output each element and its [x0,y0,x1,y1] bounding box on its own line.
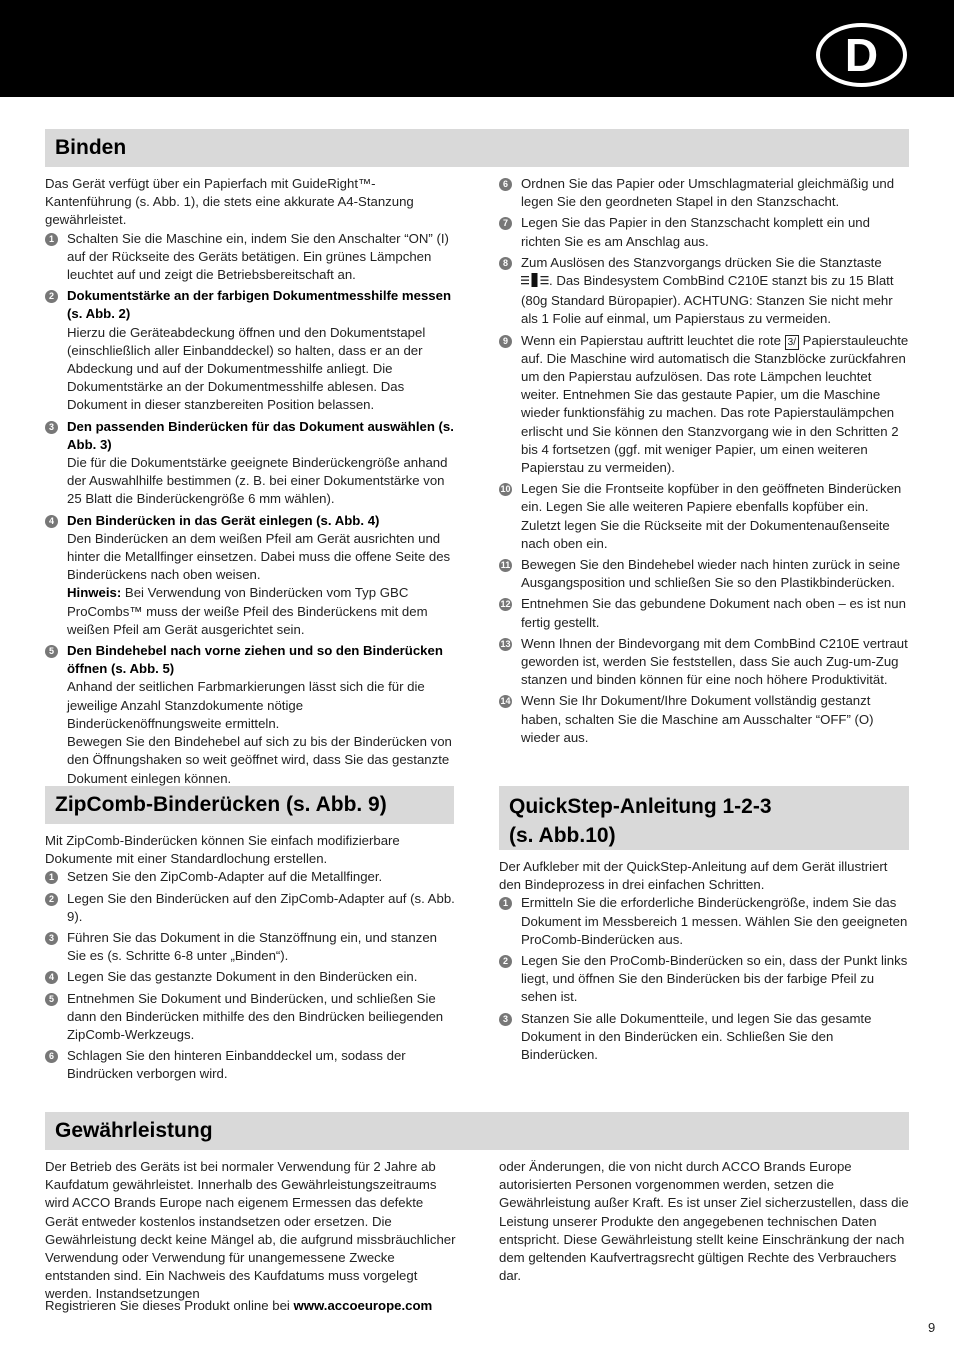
step-number: 1 [499,897,512,910]
heading-text: Gewährleistung [55,1119,213,1142]
language-badge: D [816,23,907,87]
quickstep-column [499,858,911,1067]
step-text: Zum Auslösen des Stanzvorgangs drücken Sie die Stanztaste [521,254,882,270]
step-text: Hierzu die Geräteabdeckung öffnen und den Dokumentstapel (einschließlich aller Einbanddeckel) so halten, dass er an der Abdeckung und auf der Dokumentmesshilfe anliegt. Die Dokumentstärke an der Dokumentmesshilfe ablesen. Das Dokument in dieser stanzbereiten Position belassen. [67,324,426,413]
step-text: Führen Sie das Dokument in die Stanzöffnung ein, und stanzen Sie es (s. Schritte 6-8 unter „Binden“). [67,930,437,964]
step-number: 10 [500,484,511,495]
binden-step-4 [45,512,455,639]
step-number: 3 [45,421,58,434]
zipcomb-step-2 [45,890,457,926]
step-number: 7 [499,217,512,230]
heading-text-line1: QuickStep-Anleitung 1-2-3 [509,795,772,818]
step-number: 9 [499,335,512,348]
note-text: Bei Verwendung von Binderücken vom Typ GBC ProCombs™ muss der weiße Pfeil des Binderückens mit dem weißen Pfeil am Gerät ausgerichtet sein. [67,585,428,637]
binden-step-12 [499,595,911,631]
paper-jam-icon: 3/ [785,335,799,350]
zipcomb-intro: Mit ZipComb-Binderücken können Sie einfach modifizierbare Dokumente mit einer Standardlochung erstellen. [45,833,400,867]
binden-step-14 [499,692,911,747]
binden-step-2 [45,287,455,414]
step-number: 8 [499,257,512,270]
header-bar [0,0,954,97]
step-title: Den passenden Binderücken für das Dokument auswählen (s. Abb. 3) [67,418,454,452]
step-number: 3 [499,1013,512,1026]
heading-text: Binden [55,136,127,159]
register-text: Registrieren Sie dieses Produkt online bei [45,1298,294,1313]
binden-step-9 [499,332,911,478]
binden-step-11 [499,556,911,592]
step-text: Die für die Dokumentstärke geeignete Binderückengröße anhand der Auswahlhilfe bestimmen (z. B. bei einer Dokumentstärke von 25 Blatt die Binderückengröße 6 mm wählen). [67,455,448,507]
quickstep-intro: Der Aufkleber mit der QuickStep-Anleitung auf dem Gerät illustriert den Bindeprozess in drei einfachen Schritten. [499,859,888,893]
step-number: 5 [45,645,58,658]
page-number: 9 [928,1320,936,1335]
register-link[interactable]: www.accoeurope.com [293,1298,433,1313]
heading-text: ZipComb-Binderücken (s. Abb. 9) [55,793,387,816]
step-number: 12 [500,599,511,610]
step-number: 4 [45,515,58,528]
step-text: Wenn ein Papierstau auftritt leuchtet die rote [521,332,781,348]
step-number: 14 [500,696,511,707]
zipcomb-step-4 [45,968,457,986]
heading-text-line2: (s. Abb.10) [509,824,616,847]
step-number: 1 [45,871,58,884]
step-text: Schlagen Sie den hinteren Einbanddeckel um, sodass der Bindrücken verborgen wird. [67,1048,406,1082]
step-title: Den Bindehebel nach vorne ziehen und so den Binderücken öffnen (s. Abb. 5) [67,643,443,677]
section-heading-zipcomb [45,786,454,824]
zipcomb-step-3 [45,929,457,965]
zipcomb-step-1 [45,868,457,886]
step-text: Entnehmen Sie Dokument und Binderücken, und schließen Sie dann den Binderücken mithilfe des den Bindrücken beiliegenden ZipComb-Werkzeugs. [67,990,444,1043]
zipcomb-step-5 [45,990,457,1045]
step-text: Legen Sie den ProComb-Binderücken so ein, dass der Punkt links liegt, und öffnen Sie den Binderücken bis der farbige Pfeil zu sehen ist. [521,953,908,1005]
step-text: Legen Sie den Binderücken auf den ZipComb-Adapter auf (s. Abb. 9). [67,890,455,924]
binden-step-13 [499,635,911,690]
step-text: Den Binderücken an dem weißen Pfeil am Gerät ausrichten und hinter die Metallfinger einsetzen. Dabei muss die offene Seite des Binderückens nach oben weisen. [67,530,451,583]
step-text: Setzen Sie den ZipComb-Adapter auf die Metallfinger. [67,869,383,885]
binden-step-1 [45,230,455,285]
punch-button-icon [521,273,549,292]
warranty-text-left: Der Betrieb des Geräts ist bei normaler Verwendung für 2 Jahre ab Kaufdatum gewährleistet. Innerhalb des Gewährleistungszeitraums wird ACCO Brands Europe nach eigenem Ermessen das defekte Gerät entweder kostenlos instandsetzen oder ersetzen. Die Gewährleistung deckt keine Mängel ab, die aufgrund missbräuchlicher Verwendung oder Verwendung für unangemessene Zwecke entstanden sind. Ein Nachweis des Kaufdatums muss vorgelegt werden. Instandsetzungen [45,1159,456,1302]
step-number: 1 [45,233,58,246]
note-label: Hinweis: [67,585,122,601]
step-text: Wenn Sie Ihr Dokument/Ihre Dokument vollständig gestanzt haben, schalten Sie die Maschine am Ausschalter “OFF” (O) wieder aus. [521,693,874,745]
step-text: Bewegen Sie den Bindehebel wieder nach hinten zurück in seine Ausgangsposition und schließen Sie so den Plastikbinderücken. [521,557,901,591]
quickstep-step-1 [499,894,911,949]
warranty-text-right: oder Änderungen, die von nicht durch ACCO Brands Europe autorisierten Personen vorgenommen werden, setzen die Gewährleistung außer Kraft. Es ist unser Ziel sicherzustellen, dass die Leistung unserer Produkte den angegebenen technischen Daten entspricht. Diese Gewährleistung stellt keine Einschränkung der nach dem geltenden Kaufvertragsrecht gültigen Rechte des Verbrauchers dar. [499,1159,909,1284]
step-number: 2 [45,290,58,303]
step-number: 2 [499,955,512,968]
binden-step-8 [499,254,911,329]
quickstep-step-3 [499,1010,911,1065]
step-title: Den Binderücken in das Gerät einlegen (s. Abb. 4) [67,512,380,528]
step-number: 4 [45,971,58,984]
step-number: 6 [45,1050,58,1063]
zipcomb-step-6 [45,1047,457,1083]
step-text: Anhand der seitlichen Farbmarkierungen lässt sich die für die jeweilige Anzahl Stanzdokumente nötige Binderückenöffnungsweite ermitteln. [67,679,425,731]
step-number: 13 [500,638,511,649]
binden-step-7 [499,214,911,250]
warranty-right-column [499,1158,911,1285]
step-text: Legen Sie die Frontseite kopfüber in den geöffneten Binderücken ein. Legen Sie alle weiteren Papiere ebenfalls kopfüber ein. Zuletzt legen Sie die Rückseite mit der Dokumentenaußenseite nach oben ein. [521,481,902,551]
step-text-after: Papierstauleuchte auf. Die Maschine wird automatisch die Stanzblöcke zurückfahren um den Papierstau aufzulösen. Das rote Lämpchen leuchtet weiter. Entnehmen Sie das gestaute Papier, um die Maschine wieder funktionsfähig zu machen. Das rote Papierstaulämpchen erlischt und Sie können den Stanzvorgang wie in den Schritten 2 bis 4 fortsetzen (ggf. mit weniger Papier, um einen weiteren Papierstau zu vermeiden). [521,332,909,476]
step-text: Ordnen Sie das Papier oder Umschlagmaterial gleichmäßig und legen Sie den geordneten Stapel in den Stanzschacht. [521,176,895,210]
step-text: Entnehmen Sie das gebundene Dokument nach oben – es ist nun fertig gestellt. [521,596,906,630]
register-note [45,1298,432,1313]
binden-step-10 [499,480,911,553]
step-number: 2 [45,893,58,906]
step-text: Stanzen Sie alle Dokumentteile, und legen Sie das gesamte Dokument in den Binderücken ein. Schließen Sie den Binderücken. [521,1010,872,1063]
step-text: Wenn Ihnen der Bindevorgang mit dem CombBind C210E vertraut geworden ist, werden Sie feststellen, dass Sie auch Zug-um-Zug stanzen und binden können für eine noch höhere Produktivität. [521,635,908,688]
binden-intro: Das Gerät verfügt über ein Papierfach mit GuideRight™-Kantenführung (s. Abb. 1), die stets eine akkurate A4-Stanzung gewährleistet. [45,176,414,228]
binden-left-column [45,175,455,791]
binden-step-5 [45,642,455,788]
warranty-left-column [45,1158,457,1304]
step-text: Legen Sie das Papier in den Stanzschacht komplett ein und richten Sie es am Anschlag aus. [521,215,870,249]
zipcomb-column [45,832,457,1087]
step-text-after: . Das Bindesystem CombBind C210E stanzt bis zu 15 Blatt (80g Standard Büropapier). ACHTUNG: Stanzen Sie nicht mehr als 1 Folie auf einmal, um Papierstaus zu vermeiden. [521,273,894,327]
step-number: 3 [45,932,58,945]
step-number: 5 [45,993,58,1006]
binden-step-3 [45,418,455,509]
section-heading-quickstep [499,786,909,850]
quickstep-step-2 [499,952,911,1007]
step-number: 6 [499,178,512,191]
step-title: Dokumentstärke an der farbigen Dokumentmesshilfe messen (s. Abb. 2) [67,288,452,322]
step-number: 11 [500,560,511,571]
step-text-2: Bewegen Sie den Bindehebel auf sich zu bis der Binderücken von den Öffnungshaken so weit geöffnet wird, dass Sie das gestanzte Dokument einlegen können. [67,734,452,786]
step-text: Legen Sie das gestanzte Dokument in den Binderücken ein. [67,969,418,985]
section-heading-gewaehrleistung [45,1112,909,1150]
binden-right-column [499,175,911,750]
step-text: Ermitteln Sie die erforderliche Binderückengröße, indem Sie das Dokument im Messbereich 1 messen. Wählen Sie den geeigneten ProComb-Binderücken aus. [521,895,908,947]
binden-step-6 [499,175,911,211]
section-heading-binden [45,129,909,167]
step-text: Schalten Sie die Maschine ein, indem Sie den Anschalter “ON” (I) auf der Rückseite des Geräts betätigen. Ein grünes Lämpchen leuchtet auf und zeigt die Betriebsbereitschaft an. [67,230,449,283]
